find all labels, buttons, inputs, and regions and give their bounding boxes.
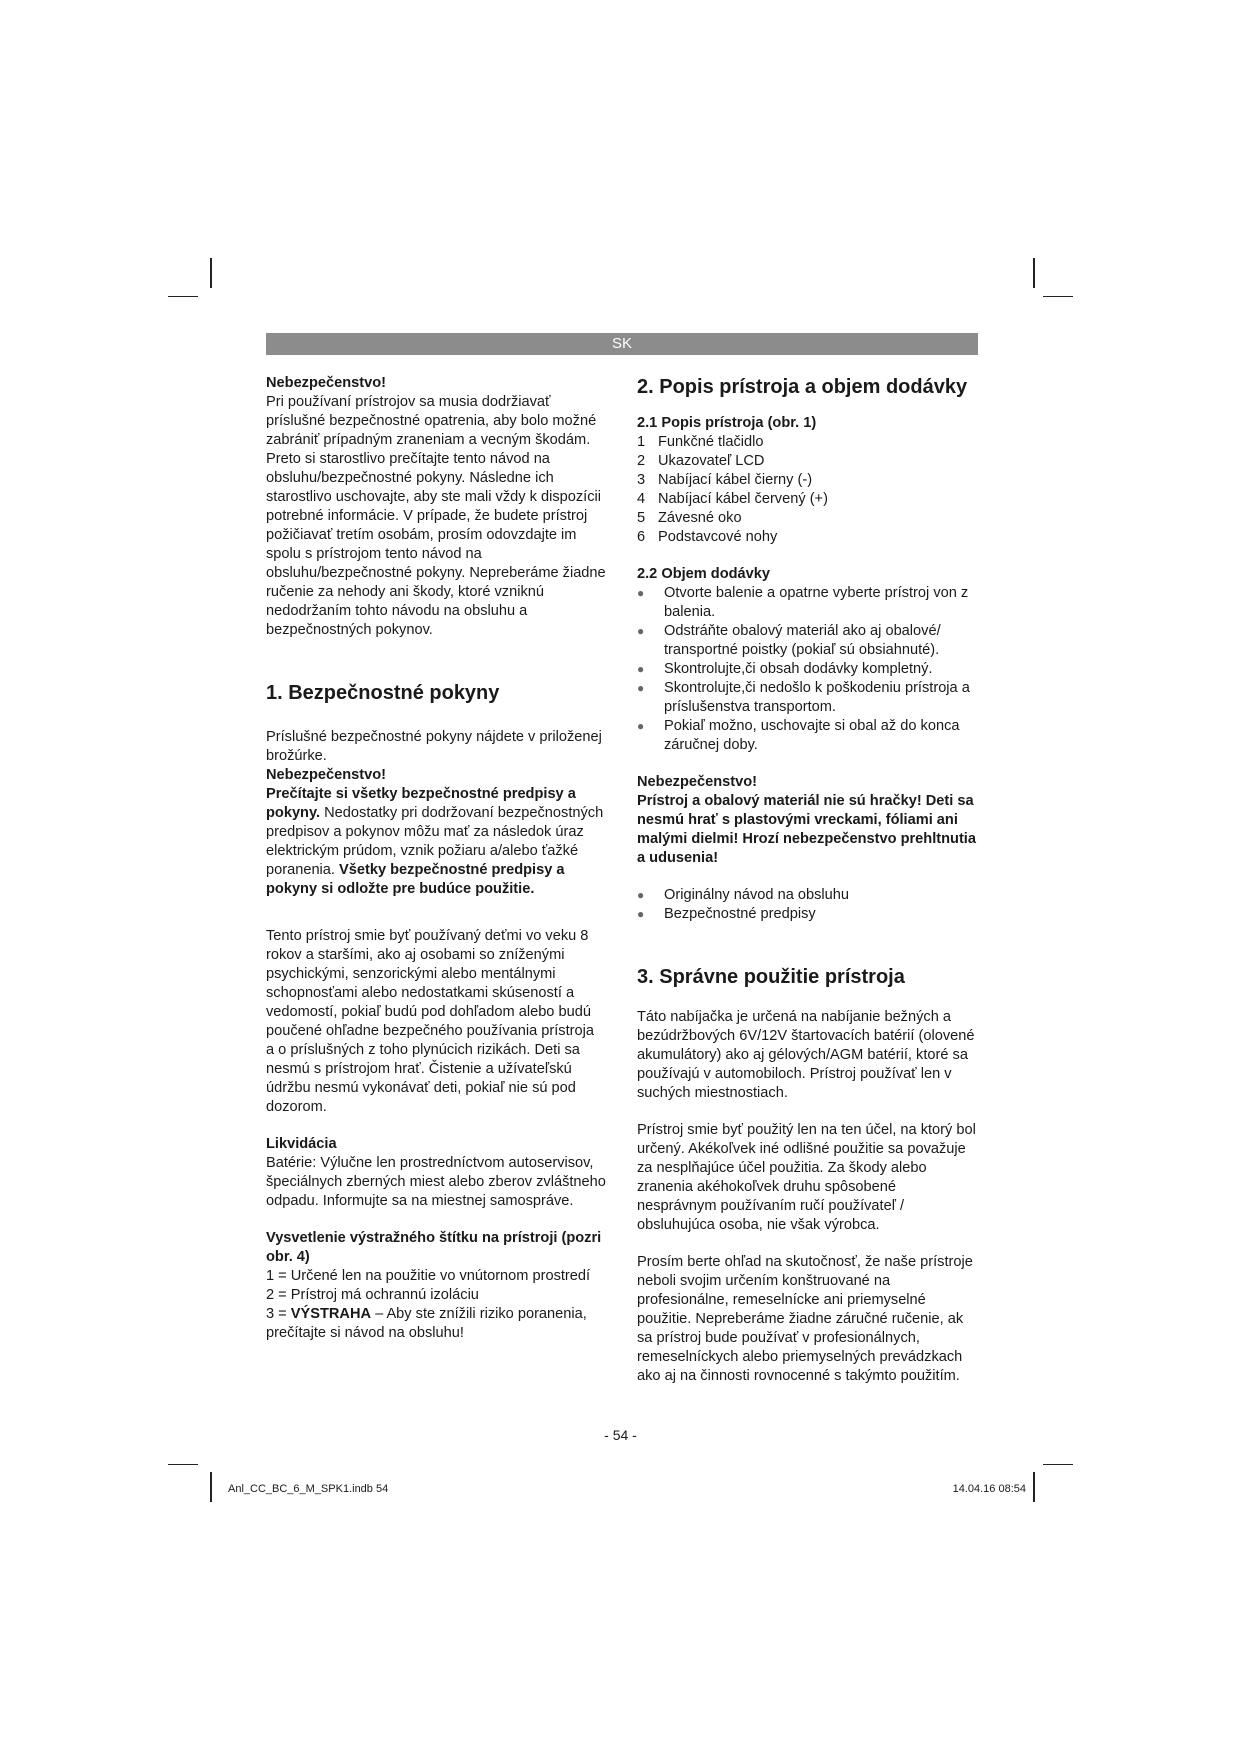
bullet-icon: ● — [637, 719, 645, 733]
section2-title: 2. Popis prístroja a objem dodávky — [637, 376, 968, 398]
part-number: 6 — [637, 529, 646, 545]
part-number: 3 — [637, 472, 646, 488]
section3-paragraph: Prístroj smie byť použitý len na ten účel, na ktorý bol určený. Akékoľvek iné odlišné použitie sa považuje za nesplňajúce účel použitia. Za škody alebo zranenia akéhokoľvek druhu spôsobené nesprávnym používaním ručí používateľ / obsluhujúca osoba, nie však výrobca. — [637, 1122, 976, 1233]
list-item — [637, 471, 977, 490]
list-item — [637, 528, 977, 547]
subsection22-title: 2.2 Objem dodávky — [637, 566, 771, 582]
list-item — [637, 584, 977, 622]
list-item — [637, 886, 977, 905]
part-label: Závesné oko — [658, 510, 742, 526]
section1-safety-paragraph — [266, 785, 606, 899]
parts-list — [637, 433, 977, 547]
list-item-text: Otvorte balenie a opatrne vyberte prístroj von z balenia. — [664, 585, 969, 620]
crop-mark — [1033, 1472, 1035, 1502]
section1-warning-label: Nebezpečenstvo! — [266, 767, 387, 783]
bullet-icon: ● — [637, 662, 645, 676]
section3-title: 3. Správne použitie prístroja — [637, 966, 905, 988]
safety-bold-2: Všetky bezpečnostné predpisy a pokyny si odložte pre budúce použitie. — [266, 862, 565, 897]
documents-list — [637, 886, 977, 924]
crop-mark — [210, 1472, 212, 1502]
label-item-text: – Aby ste znížili riziko poranenia, prečítajte si návod na obsluhu! — [266, 1306, 587, 1341]
part-label: Funkčné tlačidlo — [658, 434, 764, 450]
bullet-icon: ● — [637, 681, 645, 695]
list-item-text: Skontrolujte,či obsah dodávky kompletný. — [664, 661, 933, 677]
list-item-text: Skontrolujte,či nedošlo k poškodeniu prístroja a príslušenstva transportom. — [664, 680, 970, 715]
label-item: 1 = Určené len na použitie vo vnútornom prostredí — [266, 1268, 591, 1284]
crop-mark — [1043, 1464, 1073, 1465]
disposal-title: Likvidácia — [266, 1136, 337, 1152]
part-label: Ukazovateľ LCD — [658, 453, 765, 469]
bullet-icon: ● — [637, 624, 645, 638]
warning-label: Nebezpečenstvo! — [266, 375, 387, 391]
safety-bold-1: Prečítajte si všetky bezpečnostné predpisy a pokyny. — [266, 786, 576, 821]
left-column — [266, 374, 606, 1343]
list-item — [637, 509, 977, 528]
bullet-icon: ● — [637, 586, 645, 600]
language-header-bar: SK — [266, 333, 978, 355]
part-number: 2 — [637, 453, 646, 469]
part-number: 5 — [637, 510, 646, 526]
label-item: 2 = Prístroj má ochrannú izoláciu — [266, 1287, 479, 1303]
warning-paragraph: Prístroj a obalový materiál nie sú hračky! Deti sa nesmú hrať s plastovými vreckami, fóliami ani malými dielmi! Hrozí nebezpečenstvo prehltnutia a udusenia! — [637, 793, 976, 866]
section3-paragraph: Táto nabíjačka je určená na nabíjanie bežných a bezúdržbových 6V/12V štartovacích batérií (olovené akumulátory) ako aj gélových/AGM batérií, ktoré sa používajú v automobiloch. Prístroj používať len v suchých miestnostiach. — [637, 1009, 975, 1101]
label-warning-word: VÝSTRAHA — [290, 1306, 372, 1322]
right-column — [637, 374, 977, 1386]
safety-text: Nedostatky pri dodržovaní bezpečnostných predpisov a pokynov môžu mať za následok úraz elektrickým prúdom, vznik požiaru a/alebo ťažké poranenia. — [266, 805, 604, 878]
label-item — [266, 1305, 606, 1343]
crop-mark — [168, 1464, 198, 1465]
list-item — [637, 622, 977, 660]
list-item — [637, 433, 977, 452]
section1-paragraph: Príslušné bezpečnostné pokyny nájdete v priloženej brožúrke. — [266, 729, 602, 764]
bullet-icon: ● — [637, 907, 645, 921]
section1-title: 1. Bezpečnostné pokyny — [266, 682, 500, 704]
list-item-text: Originálny návod na obsluhu — [664, 887, 849, 903]
crop-mark — [168, 296, 198, 297]
footer-timestamp: 14.04.16 08:54 — [952, 1483, 1026, 1495]
list-item — [637, 717, 977, 755]
subsection21-title: 2.1 Popis prístroja (obr. 1) — [637, 415, 817, 431]
list-item — [637, 905, 977, 924]
bullet-icon: ● — [637, 888, 645, 902]
part-label: Nabíjací kábel čierny (-) — [658, 472, 813, 488]
crop-mark — [1043, 296, 1073, 297]
list-item — [637, 660, 977, 679]
footer-filename: Anl_CC_BC_6_M_SPK1.indb 54 — [228, 1483, 389, 1495]
list-item-text: Odstráňte obalový materiál ako aj obalové/ transportné poistky (pokiaľ sú obsiahnuté). — [664, 623, 941, 658]
page-number: - 54 - — [604, 1427, 637, 1443]
disposal-paragraph: Batérie: Výlučne len prostredníctvom autoservisov, špeciálnych zberných miest alebo zberov zvláštneho odpadu. Informujte sa na miestnej samospráve. — [266, 1155, 606, 1209]
list-item — [637, 679, 977, 717]
part-label: Nabíjací kábel červený (+) — [658, 491, 828, 507]
label-explanation-title: Vysvetlenie výstražného štítku na prístroji (pozri obr. 4) — [266, 1230, 602, 1265]
label-item-prefix: 3 = — [266, 1306, 291, 1322]
crop-mark — [1033, 258, 1035, 288]
intro-paragraph: Pri používaní prístrojov sa musia dodržiavať príslušné bezpečnostné opatrenia, aby bolo možné zabrániť prípadným zraneniam a vecným škodám. Preto si starostlivo prečítajte tento návod na obsluhu/bezpečnostné pokyny. Následne ich starostlivo uschovajte, aby ste mali vždy k dispozícii potrebné informácie. V prípade, že budete prístroj požičiavať tretím osobám, prosím odovzdajte im spolu s prístrojom tento návod na obsluhu/bezpečnostné pokyny. Nepreberáme žiadne ručenie za nehody ani škody, ktoré vzniknú nedodržaním tohto návodu na obsluhu a bezpečnostných pokynov. — [266, 394, 606, 638]
list-item-text: Bezpečnostné predpisy — [664, 906, 816, 922]
part-number: 4 — [637, 491, 646, 507]
children-paragraph: Tento prístroj smie byť používaný deťmi vo veku 8 rokov a staršími, ako aj osobami so zníženými psychickými, senzorickými alebo mentálnymi schopnosťami alebo nedostatkami skúseností a vedomostí, pokiaľ budú pod dohľadom alebo budú poučené ohľadne bezpečného používania prístroja a o príslušných z toho plynúcich rizikách. Deti sa nesmú s prístrojom hrať. Čistenie a užívateľskú údržbu nesmú vykonávať deti, pokiaľ nie sú pod dozorom. — [266, 928, 594, 1115]
part-number: 1 — [637, 434, 646, 450]
list-item — [637, 452, 977, 471]
part-label: Podstavcové nohy — [658, 529, 778, 545]
warning-label: Nebezpečenstvo! — [637, 774, 758, 790]
delivery-list — [637, 584, 977, 755]
list-item — [637, 490, 977, 509]
section3-paragraph: Prosím berte ohľad na skutočnosť, že naše prístroje neboli svojim určením konštruované na profesionálne, remeselnícke ani priemyselné použitie. Nepreberáme žiadne záručné ručenie, ak sa prístroj bude používať v profesionálnych, remeselníckych alebo priemyselných prevádzkach ako aj na činnosti rovnocenné s takýmto použitím. — [637, 1254, 973, 1384]
list-item-text: Pokiaľ možno, uschovajte si obal až do konca záručnej doby. — [664, 718, 960, 753]
crop-mark — [210, 258, 212, 288]
